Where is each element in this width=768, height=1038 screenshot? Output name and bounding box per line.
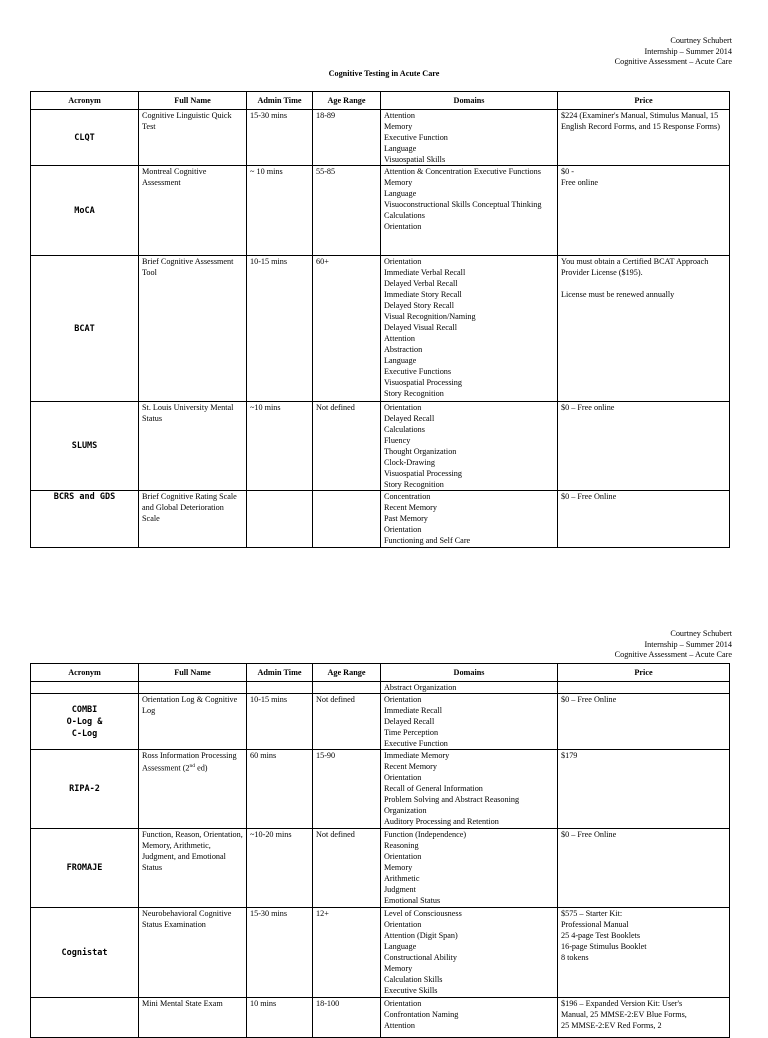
table-row (31, 491, 730, 548)
col-header-admin-time: Admin Time (247, 92, 313, 110)
table-row (31, 908, 730, 998)
table-row (31, 110, 730, 166)
domain-item: Past Memory (384, 514, 428, 523)
domain-item: Executive Function (384, 133, 448, 142)
domain-item: Orientation (384, 525, 422, 534)
price-line: Manual, 25 MMSE-2:EV Blue Forms, (561, 1010, 687, 1019)
domain-item: Clock-Drawing (384, 458, 435, 467)
domain-item: Orientation (384, 999, 422, 1008)
price-line: Professional Manual (561, 920, 629, 929)
domain-item: Auditory Processing and Retention (384, 817, 499, 826)
spacer (561, 278, 726, 289)
empty-cell (139, 682, 247, 694)
ordinal-suffix: nd (189, 763, 196, 769)
full-name-cell (139, 750, 247, 829)
domain-item: Story Recognition (384, 480, 444, 489)
age-range-cell (313, 491, 381, 548)
price-cell (558, 908, 730, 998)
domain-item: Attention & Concentration Executive Functions (384, 167, 541, 176)
col-header-domains: Domains (381, 664, 558, 682)
domain-item: Immediate Story Recall (384, 290, 462, 299)
domain-item: Visual Recognition/Naming (384, 312, 476, 321)
empty-cell (313, 682, 381, 694)
price-cell: $224 (Examiner's Manual, Stimulus Manual, 15 English Record Forms, and 15 Response Forms) (558, 110, 730, 166)
domain-item: Orientation (384, 852, 422, 861)
domains-cell: Abstract Organization (381, 682, 558, 694)
domain-item: Constructional Ability (384, 953, 458, 962)
domain-item: Function (Independence) (384, 830, 467, 839)
author-name: Courtney Schubert (670, 629, 732, 638)
admin-time-cell: 10-15 mins (247, 694, 313, 750)
col-header-price: Price (558, 664, 730, 682)
domain-item: Delayed Story Recall (384, 301, 455, 310)
domain-item: Memory (384, 122, 413, 131)
domain-item: Orientation (384, 695, 422, 704)
table-row (31, 694, 730, 750)
domain-item: Organization (384, 806, 427, 815)
col-header-full-name: Full Name (139, 664, 247, 682)
empty-cell (558, 682, 730, 694)
domains-cell (381, 256, 558, 402)
col-header-acronym: Acronym (31, 92, 139, 110)
full-name-cell: Mini Mental State Exam (139, 998, 247, 1038)
col-header-age-range: Age Range (313, 664, 381, 682)
domain-item: Calculations (384, 211, 425, 220)
internship-term: Internship – Summer 2014 (644, 639, 732, 649)
domain-item: Time Perception (384, 728, 439, 737)
domains-cell (381, 694, 558, 750)
domain-item: Immediate Memory (384, 751, 450, 760)
domain-item: Reasoning (384, 841, 419, 850)
continuation-row (31, 682, 730, 694)
price-line: License must be renewed annually (561, 290, 675, 299)
domains-cell (381, 908, 558, 998)
admin-time-cell: 15-30 mins (247, 908, 313, 998)
domain-item: Calculation Skills (384, 975, 443, 984)
table-header-row (31, 92, 730, 110)
domains-cell (381, 750, 558, 829)
col-header-age-range: Age Range (313, 92, 381, 110)
full-name-cell: Brief Cognitive Assessment Tool (139, 256, 247, 402)
price-line: $196 – Expanded Version Kit: User's (561, 999, 683, 1008)
col-header-price: Price (558, 92, 730, 110)
domain-item: Attention (384, 1021, 415, 1030)
domain-item: Memory (384, 964, 413, 973)
full-name-cell: Cognitive Linguistic Quick Test (139, 110, 247, 166)
page-header (615, 629, 732, 661)
domain-item: Language (384, 356, 417, 365)
price-line: 25 MMSE-2:EV Red Forms, 2 (561, 1021, 662, 1030)
domain-item: Immediate Verbal Recall (384, 268, 466, 277)
domain-item: Judgment (384, 885, 416, 894)
age-range-cell: Not defined (313, 402, 381, 491)
table-row (31, 829, 730, 908)
acronym-cell: RIPA-2 (31, 750, 139, 829)
admin-time-cell: ~10 mins (247, 402, 313, 491)
full-name-cell: Orientation Log & Cognitive Log (139, 694, 247, 750)
domain-item: Delayed Recall (384, 414, 435, 423)
domain-item: Story Recognition (384, 389, 444, 398)
domain-item: Immediate Recall (384, 706, 442, 715)
domain-item: Visuoconstructional Skills Conceptual Thinking (384, 200, 542, 209)
acronym-line: O-Log & (66, 716, 103, 727)
full-name-cell: St. Louis University Mental Status (139, 402, 247, 491)
domain-item: Attention (384, 334, 415, 343)
domains-cell (381, 829, 558, 908)
age-range-cell: 18-100 (313, 998, 381, 1038)
page-header (615, 36, 732, 68)
domain-item: Visuospatial Skills (384, 155, 446, 164)
domain-item: Recall of General Information (384, 784, 483, 793)
domain-item: Language (384, 942, 417, 951)
price-cell (558, 256, 730, 402)
domain-item: Recent Memory (384, 762, 437, 771)
domain-item: Delayed Recall (384, 717, 435, 726)
full-name-cell: Montreal Cognitive Assessment (139, 166, 247, 256)
table-row (31, 750, 730, 829)
table-row (31, 402, 730, 491)
internship-term: Internship – Summer 2014 (644, 46, 732, 56)
admin-time-cell: ~10-20 mins (247, 829, 313, 908)
domains-cell (381, 998, 558, 1038)
price-cell: $0 – Free Online (558, 491, 730, 548)
acronym-cell: SLUMS (31, 402, 139, 491)
acronym-line: C-Log (71, 728, 98, 739)
price-cell (558, 166, 730, 256)
price-cell: $179 (558, 750, 730, 829)
full-name-cell: Brief Cognitive Rating Scale and Global Deterioration Scale (139, 491, 247, 548)
age-range-cell: 60+ (313, 256, 381, 402)
domain-item: Executive Function (384, 739, 448, 748)
price-line: 25 4-page Test Booklets (561, 931, 641, 940)
age-range-cell: 55-85 (313, 166, 381, 256)
age-range-cell: 12+ (313, 908, 381, 998)
empty-cell (31, 682, 139, 694)
domain-item: Emotional Status (384, 896, 441, 905)
empty-cell (247, 682, 313, 694)
price-cell: $0 – Free online (558, 402, 730, 491)
table-row (31, 166, 730, 256)
header-subject: Cognitive Assessment – Acute Care (614, 650, 732, 659)
domains-cell (381, 491, 558, 548)
col-header-domains: Domains (381, 92, 558, 110)
table-header-row (31, 664, 730, 682)
domain-item: Orientation (384, 403, 422, 412)
price-line: You must obtain a Certified BCAT Approach Provider License ($195). (561, 257, 709, 277)
age-range-cell: Not defined (313, 829, 381, 908)
domain-item: Orientation (384, 920, 422, 929)
domain-item: Concentration (384, 492, 431, 501)
price-line: $575 – Starter Kit: (561, 909, 623, 918)
age-range-cell: Not defined (313, 694, 381, 750)
admin-time-cell: 15-30 mins (247, 110, 313, 166)
price-cell: $0 – Free Online (558, 694, 730, 750)
domain-item: Functioning and Self Care (384, 536, 471, 545)
col-header-full-name: Full Name (139, 92, 247, 110)
acronym-cell (31, 694, 139, 750)
domains-cell (381, 402, 558, 491)
domain-item: Delayed Verbal Recall (384, 279, 458, 288)
full-name-end: ed) (195, 763, 208, 773)
domain-item: Visuospatial Processing (384, 378, 462, 387)
admin-time-cell: 60 mins (247, 750, 313, 829)
domain-item: Memory (384, 863, 413, 872)
admin-time-cell: 10-15 mins (247, 256, 313, 402)
domain-item: Visuospatial Processing (384, 469, 462, 478)
author-name: Courtney Schubert (670, 36, 732, 45)
age-range-cell: 15-90 (313, 750, 381, 829)
acronym-cell: BCRS and GDS (31, 491, 139, 548)
table-row (31, 256, 730, 402)
acronym-cell: Cognistat (31, 908, 139, 998)
domain-item: Confrontation Naming (384, 1010, 459, 1019)
domains-cell (381, 110, 558, 166)
domain-item: Abstraction (384, 345, 423, 354)
domain-item: Language (384, 144, 417, 153)
document-title: Cognitive Testing in Acute Care (328, 69, 440, 78)
testing-table-page-1 (30, 91, 730, 548)
col-header-acronym: Acronym (31, 664, 139, 682)
price-cell: $0 – Free Online (558, 829, 730, 908)
col-header-admin-time: Admin Time (247, 664, 313, 682)
testing-table-page-2 (30, 663, 730, 1038)
domains-cell (381, 166, 558, 256)
domain-item: Executive Functions (384, 367, 452, 376)
domain-item: Orientation (384, 222, 422, 231)
domain-item: Fluency (384, 436, 411, 445)
domain-item: Recent Memory (384, 503, 437, 512)
full-name-cell: Neurobehavioral Cognitive Status Examination (139, 908, 247, 998)
acronym-cell (31, 998, 139, 1038)
domain-item: Delayed Visual Recall (384, 323, 458, 332)
domain-item: Attention (Digit Span) (384, 931, 458, 940)
domain-item: Orientation (384, 257, 422, 266)
full-name-text: Ross Information Processing Assessment (2 (142, 751, 237, 773)
domain-item: Problem Solving and Abstract Reasoning (384, 795, 520, 804)
admin-time-cell: ~ 10 mins (247, 166, 313, 256)
price-line: 16-page Stimulus Booklet (561, 942, 647, 951)
acronym-cell: FROMAJE (31, 829, 139, 908)
domain-item: Level of Consciousness (384, 909, 462, 918)
table-row (31, 998, 730, 1038)
acronym-cell: CLQT (31, 110, 139, 166)
domain-item: Executive Skills (384, 986, 438, 995)
domain-item: Language (384, 189, 417, 198)
age-range-cell: 18-89 (313, 110, 381, 166)
domain-item: Orientation (384, 773, 422, 782)
domain-item: Thought Organization (384, 447, 457, 456)
acronym-line: COMBI (71, 704, 98, 715)
header-subject: Cognitive Assessment – Acute Care (614, 57, 732, 66)
price-line: 8 tokens (561, 953, 589, 962)
acronym-cell: MoCA (31, 166, 139, 256)
price-line: Free online (561, 178, 599, 187)
domain-item: Calculations (384, 425, 425, 434)
admin-time-cell: 10 mins (247, 998, 313, 1038)
price-cell (558, 998, 730, 1038)
domain-item: Memory (384, 178, 413, 187)
domain-item: Attention (384, 111, 415, 120)
acronym-cell: BCAT (31, 256, 139, 402)
full-name-cell: Function, Reason, Orientation, Memory, Arithmetic, Judgment, and Emotional Status (139, 829, 247, 908)
domain-item: Arithmetic (384, 874, 420, 883)
price-line: $0 - (561, 167, 574, 176)
admin-time-cell (247, 491, 313, 548)
